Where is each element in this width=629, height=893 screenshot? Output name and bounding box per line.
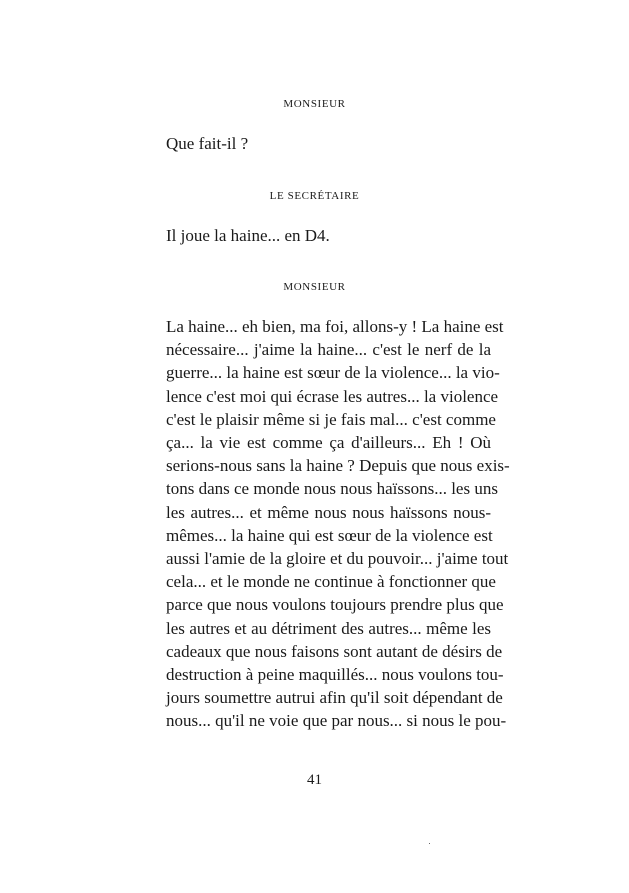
scan-speck [429, 843, 430, 844]
monologue-line: les autres... et même nous nous haïssons nous- [166, 502, 491, 522]
speaker-le-secretaire: LE SECRÉTAIRE [269, 190, 360, 202]
monologue-line: guerre... la haine est sœur de la violence... la vio- [166, 363, 500, 383]
monologue-line: cadeaux que nous faisons sont autant de désirs de [166, 641, 503, 661]
monologue-line: nécessaire... j'aime la haine... c'est le nerf de la [166, 340, 491, 360]
line-secretaire-reply: Il joue la haine... en D4. [166, 226, 330, 245]
monologue-line: lence c'est moi qui écrase les autres... la violence [166, 386, 499, 406]
monologue-line: La haine... eh bien, ma foi, allons-y ! La haine est [166, 317, 504, 336]
monologue-line: parce que nous voulons toujours prendre plus que [166, 595, 504, 615]
monologue-line: ça... la vie est comme ça d'ailleurs... Eh ! Où [166, 433, 491, 453]
monologue-line: les autres et au détriment des autres... même les [166, 618, 491, 638]
monologue-line: jours soumettre autrui afin qu'il soit dépendant de [166, 688, 503, 708]
monologue-line: aussi l'amie de la gloire et du pouvoir... j'aime tout [166, 549, 509, 569]
monologue-line: destruction à peine maquillés... nous voulons tou- [166, 665, 504, 685]
line-monsieur-question: Que fait-il ? [166, 134, 249, 153]
speaker-monsieur-2: MONSIEUR [283, 281, 346, 293]
page-number: 41 [307, 772, 322, 788]
monologue-line: c'est le plaisir même si je fais mal... c'est comme [166, 409, 496, 429]
monologue-line: serions-nous sans la haine ? Depuis que nous exis- [166, 456, 510, 476]
monologue-line: cela... et le monde ne continue à fonctionner que [166, 572, 496, 592]
monologue-paragraph [166, 315, 510, 733]
speaker-monsieur-1: MONSIEUR [283, 98, 346, 110]
monologue-line: tons dans ce monde nous nous haïssons... les uns [166, 479, 498, 499]
monologue-line: nous... qu'il ne voie que par nous... si nous le pou- [166, 711, 507, 731]
monologue-line: mêmes... la haine qui est sœur de la violence est [166, 525, 493, 545]
